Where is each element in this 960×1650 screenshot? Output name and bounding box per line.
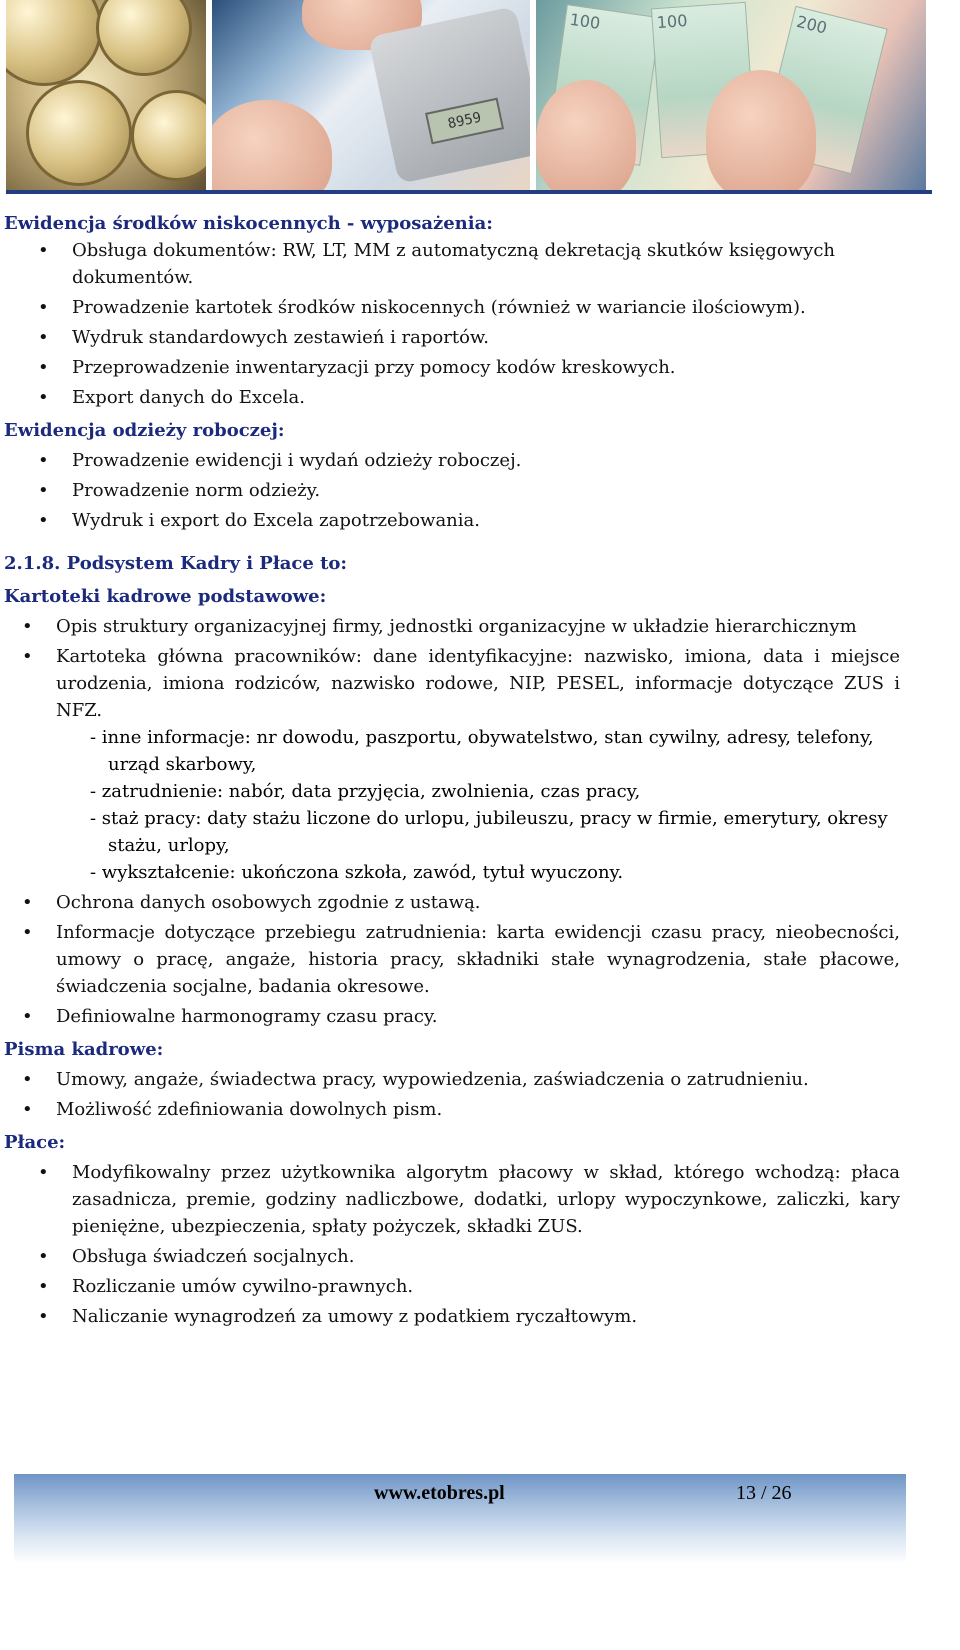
list-item: • Informacje dotyczące przebiegu zatrudnienia: karta ewidencji czasu pracy, nieobecności, umowy o pracę, angaże, historia pracy, składniki stałe wynagrodzenia, stałe płacowe, świadczenia socjalne, badania okresowe. (0, 919, 900, 1000)
list-item (0, 643, 900, 724)
list-item: • Rozliczanie umów cywilno-prawnych. (0, 1273, 900, 1300)
coin (6, 0, 102, 86)
list-item: • Wydruk i export do Excela zapotrzebowania. (0, 507, 900, 534)
section-heading: Pisma kadrowe: (4, 1039, 164, 1060)
list-item: • Modyfikowalny przez użytkownika algorytm płacowy w skład, którego wchodzą: płaca zasadnicza, premie, godziny nadliczbowe, dodatki, urlopy wypoczynkowe, zaliczki, kary pieniężne, ubezpieczenia, spłaty pożyczek, składki ZUS. (0, 1159, 900, 1240)
page-number: 13 / 26 (736, 1482, 792, 1504)
hand (212, 100, 332, 190)
bullet-list (0, 1159, 900, 1330)
list-item: • Możliwość zdefiniowania dowolnych pism. (0, 1096, 840, 1123)
list-item: • Ochrona danych osobowych zgodnie z ustawą. (0, 889, 900, 916)
section-heading: Płace: (4, 1132, 66, 1153)
bullet-list (0, 889, 900, 1030)
bullet-list (0, 613, 900, 724)
header-banner (6, 0, 932, 194)
bullet-list (0, 447, 900, 534)
sub-item: - staż pracy: daty stażu liczone do urlopu, jubileuszu, pracy w firmie, emerytury, okresy stażu, urlopy, (90, 808, 888, 856)
hand (706, 70, 816, 190)
banknote: 100 (546, 4, 661, 166)
calculator-image (212, 0, 530, 190)
coin (96, 0, 192, 76)
section-heading: Kartoteki kadrowe podstawowe: (4, 586, 327, 607)
list-item: • Definiowalne harmonogramy czasu pracy. (0, 1003, 900, 1030)
list-item-text: Kartoteka główna pracowników: dane identyfikacyjne: nazwisko, imiona, data i miejsce urodzenia, imiona rodziców, nazwisko rodowe, NIP, PESEL, informacje dotyczące ZUS i NFZ. (56, 646, 900, 721)
banknotes-image (536, 0, 926, 190)
footer-url: www.etobres.pl (374, 1482, 505, 1504)
banknote: 200 (759, 6, 887, 175)
list-item: • Prowadzenie kartotek środków niskocennych (również w wariancie ilościowym). (0, 294, 900, 321)
sub-list (0, 724, 900, 886)
chapter-title: 2.1.8. Podsystem Kadry i Płace to: (4, 553, 348, 574)
page-footer (14, 1474, 906, 1564)
list-item: • Prowadzenie ewidencji i wydań odzieży roboczej. (0, 447, 900, 474)
calculator (368, 6, 530, 184)
sub-item: - inne informacje: nr dowodu, paszportu, obywatelstwo, stan cywilny, adresy, telefony, urząd skarbowy, (90, 727, 874, 775)
coin (131, 90, 206, 181)
calculator-display: 8959 (425, 98, 504, 145)
list-item: • Umowy, angaże, świadectwa pracy, wypowiedzenia, zaświadczenia o zatrudnieniu. (0, 1066, 840, 1093)
hand (536, 80, 636, 190)
sub-item: - wykształcenie: ukończona szkoła, zawód, tytuł wyuczony. (90, 862, 624, 883)
coins-image (6, 0, 206, 190)
banknote: 100 (651, 2, 756, 158)
list-item: • Obsługa świadczeń socjalnych. (0, 1243, 900, 1270)
bullet-list (0, 1066, 900, 1123)
list-item: • Export danych do Excela. (0, 384, 900, 411)
list-item: • Przeprowadzenie inwentaryzacji przy pomocy kodów kreskowych. (0, 354, 900, 381)
coin (26, 80, 132, 186)
bullet-list (0, 237, 900, 411)
section-heading: Ewidencja odzieży roboczej: (4, 420, 285, 441)
document-body (0, 210, 900, 1330)
list-item: • Opis struktury organizacyjnej firmy, jednostki organizacyjne w układzie hierarchicznym (0, 613, 900, 640)
list-item: • Obsługa dokumentów: RW, LT, MM z automatyczną dekretacją skutków księgowych dokumentów. (0, 237, 900, 291)
list-item: • Prowadzenie norm odzieży. (0, 477, 900, 504)
list-item: • Naliczanie wynagrodzeń za umowy z podatkiem ryczałtowym. (0, 1303, 900, 1330)
list-item: • Wydruk standardowych zestawień i raportów. (0, 324, 900, 351)
sub-item: - zatrudnienie: nabór, data przyjęcia, zwolnienia, czas pracy, (90, 781, 641, 802)
section-heading: Ewidencja środków niskocennych - wyposażenia: (4, 213, 493, 234)
